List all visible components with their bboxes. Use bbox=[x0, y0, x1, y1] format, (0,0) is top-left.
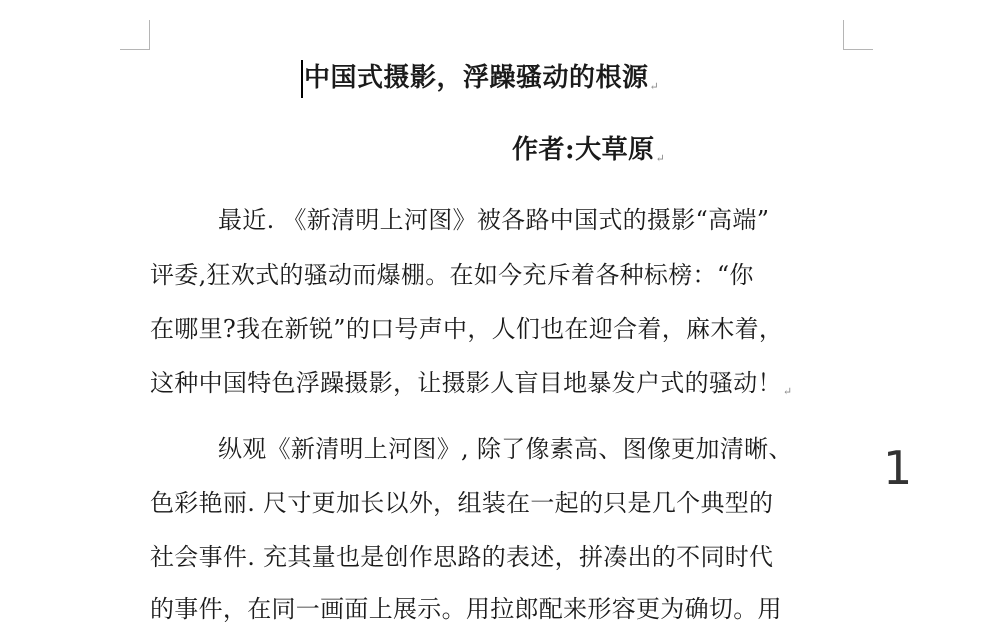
text-cursor bbox=[301, 60, 303, 98]
paragraph-1-line-4[interactable] bbox=[150, 366, 792, 409]
paragraph-mark-icon: ↵ bbox=[782, 385, 793, 398]
line-text: 的事件，在同一画面上展示。用拉郎配来形容更为确切。用 bbox=[150, 595, 782, 623]
paragraph-mark-icon: ↵ bbox=[655, 152, 666, 165]
paragraph-1-line-1[interactable] bbox=[218, 203, 769, 237]
page-corner-mark-top-left bbox=[120, 20, 150, 50]
line-text: 社会事件. 充其量也是创作思路的表述，拼凑出的不同时代 bbox=[150, 543, 774, 571]
page-number: 1 bbox=[883, 441, 913, 495]
line-text: 评委,狂欢式的骚动而爆棚。在如今充斥着各种标榜：“你 bbox=[150, 261, 754, 289]
document-byline[interactable] bbox=[512, 130, 665, 179]
line-text: 色彩艳丽. 尺寸更加长以外，组装在一起的只是几个典型的 bbox=[150, 489, 774, 517]
paragraph-2-line-4[interactable] bbox=[150, 592, 782, 626]
paragraph-2-line-2[interactable] bbox=[150, 486, 773, 520]
paragraph-mark-icon: ↵ bbox=[649, 80, 660, 93]
line-text: 这种中国特色浮躁摄影，让摄影人盲目地暴发户式的骚动！ bbox=[150, 369, 782, 397]
document-title-text: 中国式摄影，浮躁骚动的根源 bbox=[304, 63, 649, 93]
line-text: 在哪里?我在新锐”的口号声中，人们也在迎合着，麻木着， bbox=[150, 315, 784, 343]
page-corner-mark-top-right bbox=[843, 20, 873, 50]
paragraph-2-line-3[interactable] bbox=[150, 540, 773, 574]
paragraph-1-line-2[interactable] bbox=[150, 258, 754, 292]
paragraph-1-line-3[interactable] bbox=[150, 312, 783, 346]
document-byline-text: 作者:大草原 bbox=[512, 135, 655, 165]
line-text: 最近. 《新清明上河图》被各路中国式的摄影“高端” bbox=[218, 206, 770, 234]
line-text: 纵观《新清明上河图》, 除了像素高、图像更加清晰、 bbox=[218, 435, 793, 463]
document-title[interactable] bbox=[304, 58, 659, 107]
paragraph-2-line-1[interactable] bbox=[218, 432, 793, 466]
